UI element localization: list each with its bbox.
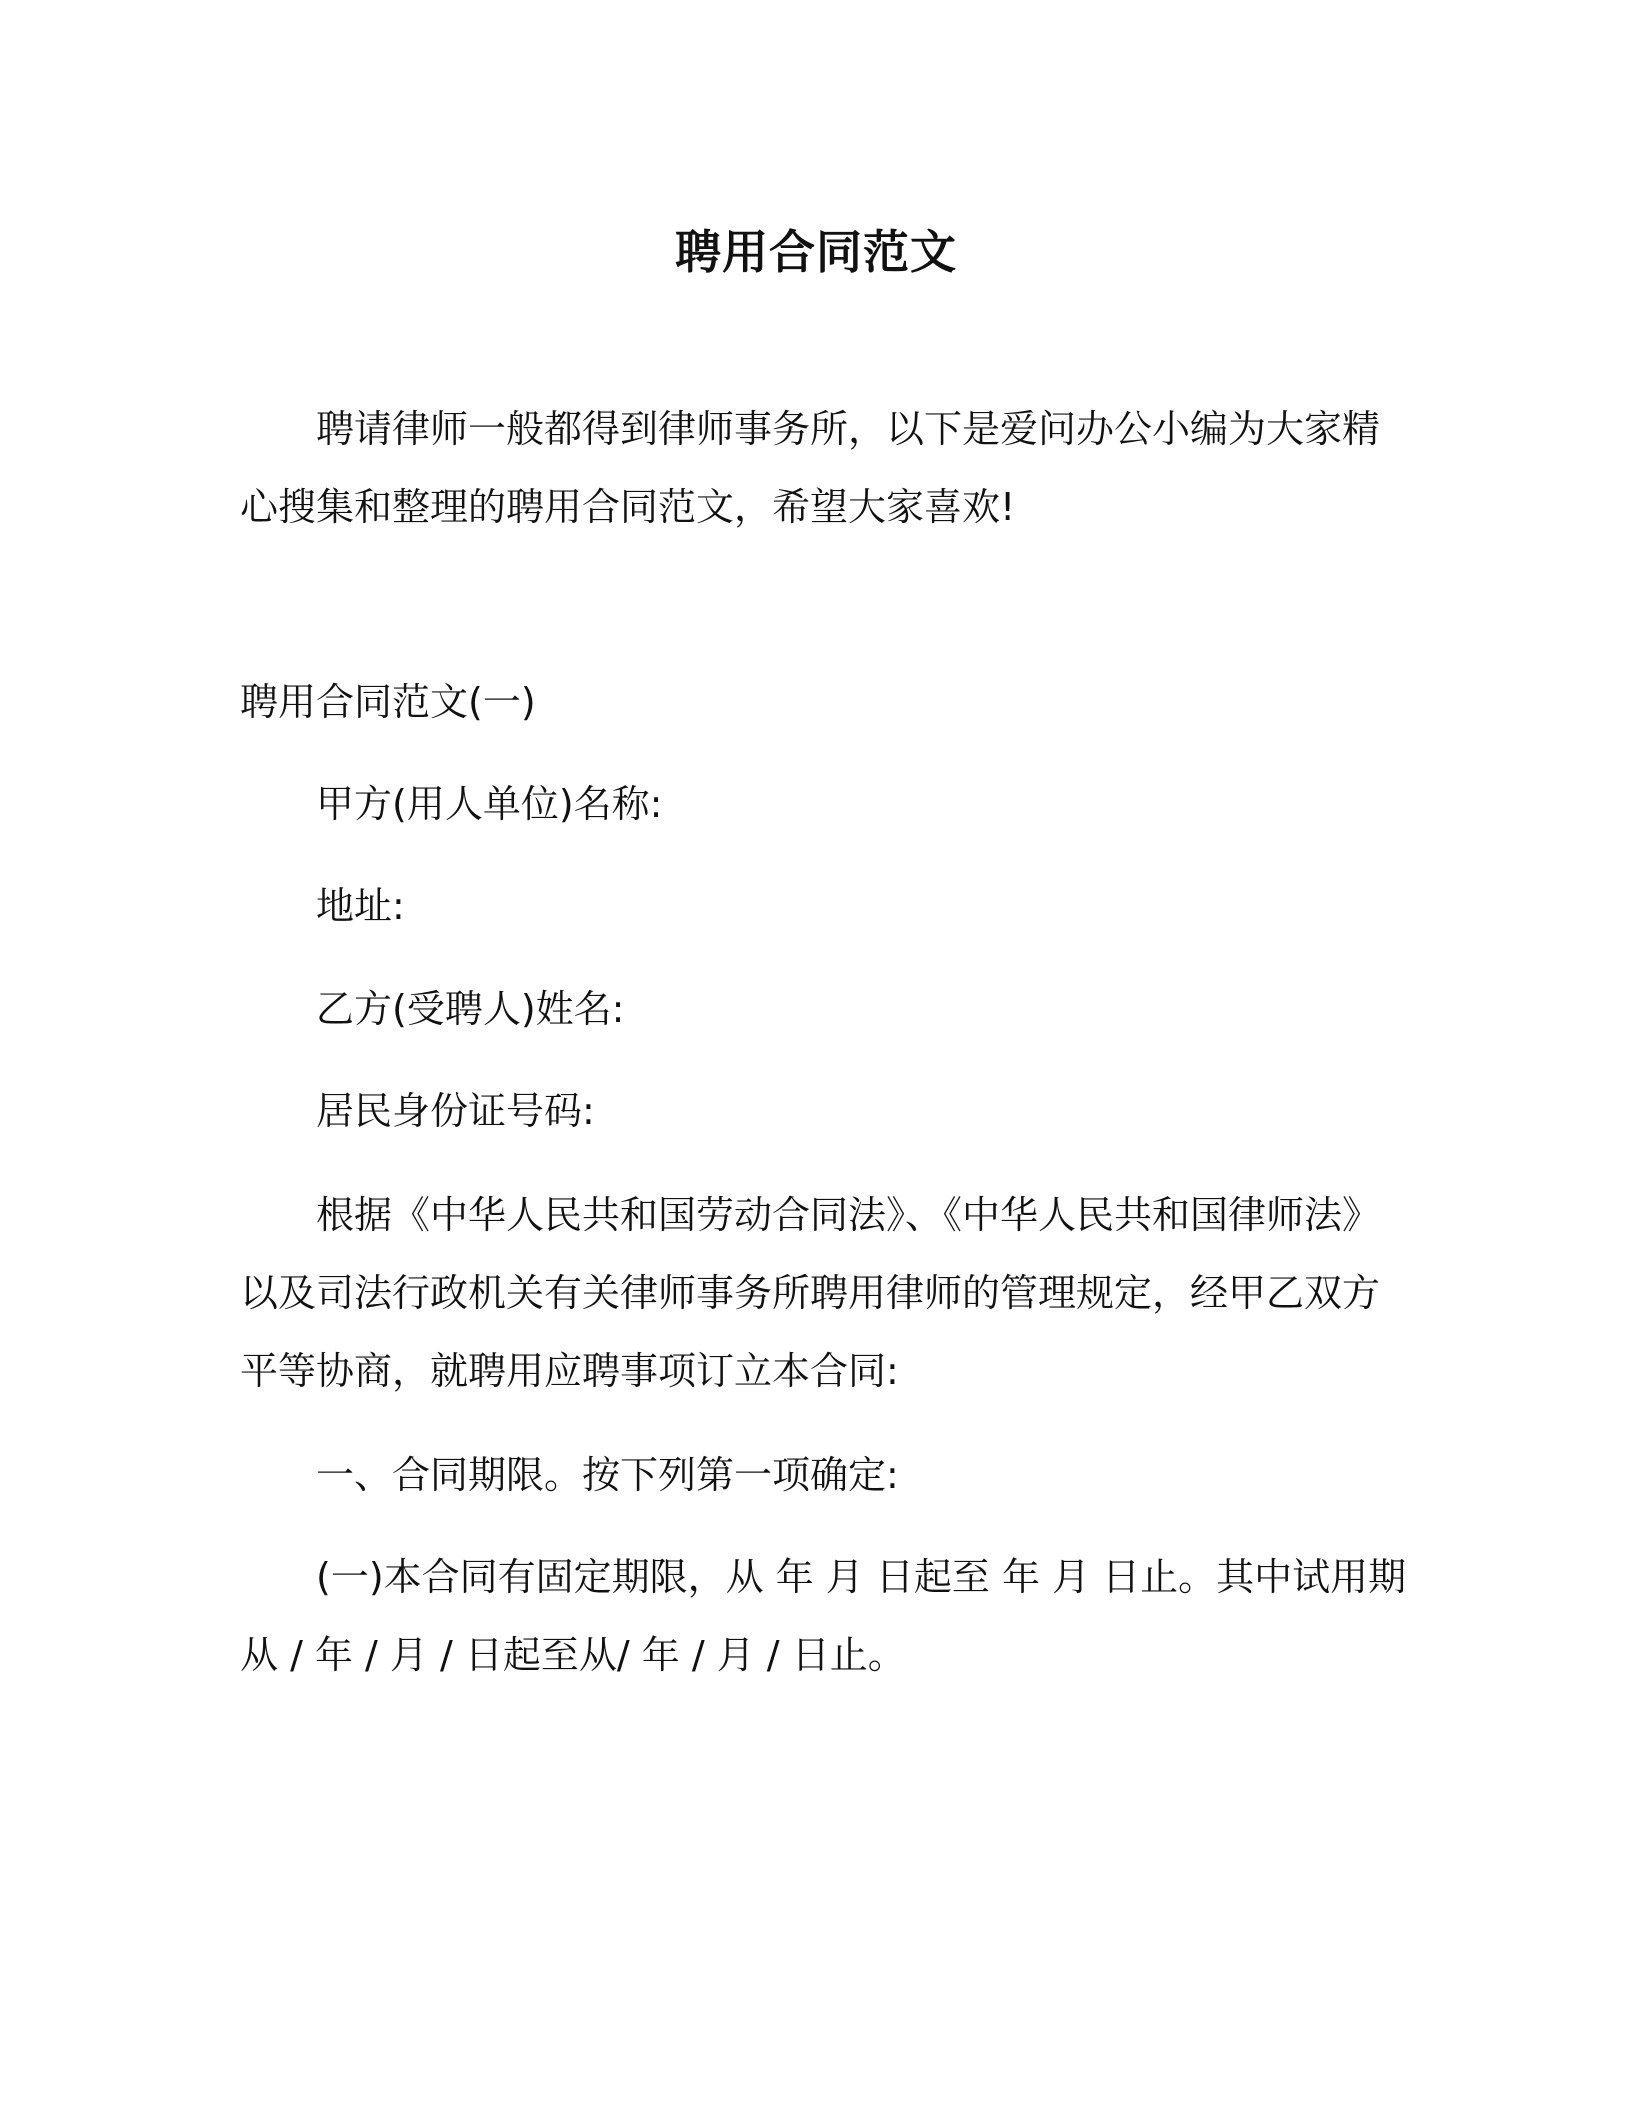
basis-line-3: 平等协商，就聘用应聘事项订立本合同: xyxy=(240,1349,899,1393)
basis-line-2: 以及司法行政机关有关律师事务所聘用律师的管理规定，经甲乙双方 xyxy=(240,1271,1381,1315)
clause-1-item-1-line-2: 从 / 年 / 月 / 日起至从/ 年 / 月 / 日止。 xyxy=(240,1633,906,1677)
party-a-name-field: 甲方(用人单位)名称: xyxy=(316,782,663,826)
party-b-name-field: 乙方(受聘人)姓名: xyxy=(316,987,625,1031)
address-field: 地址: xyxy=(316,884,405,928)
id-number-field: 居民身份证号码: xyxy=(316,1089,595,1133)
intro-line-1: 聘请律师一般都得到律师事务所，以下是爱问办公小编为大家精 xyxy=(316,407,1381,451)
clause-1-heading: 一、合同期限。按下列第一项确定: xyxy=(316,1453,899,1497)
intro-paragraph xyxy=(240,390,1390,546)
basis-line-1: 根据《中华人民共和国劳动合同法》、《中华人民共和国律师法》 xyxy=(316,1193,1381,1237)
intro-line-2: 心搜集和整理的聘用合同范文，希望大家喜欢! xyxy=(240,485,1016,529)
basis-paragraph xyxy=(240,1176,1390,1410)
clause-1-item-1-line-1: (一)本合同有固定期限，从 年 月 日起至 年 月 日止。其中试用期 xyxy=(316,1555,1407,1599)
section-heading: 聘用合同范文(一) xyxy=(240,680,536,724)
clause-1-item-1 xyxy=(240,1538,1407,1694)
page-title: 聘用合同范文 xyxy=(675,225,957,279)
